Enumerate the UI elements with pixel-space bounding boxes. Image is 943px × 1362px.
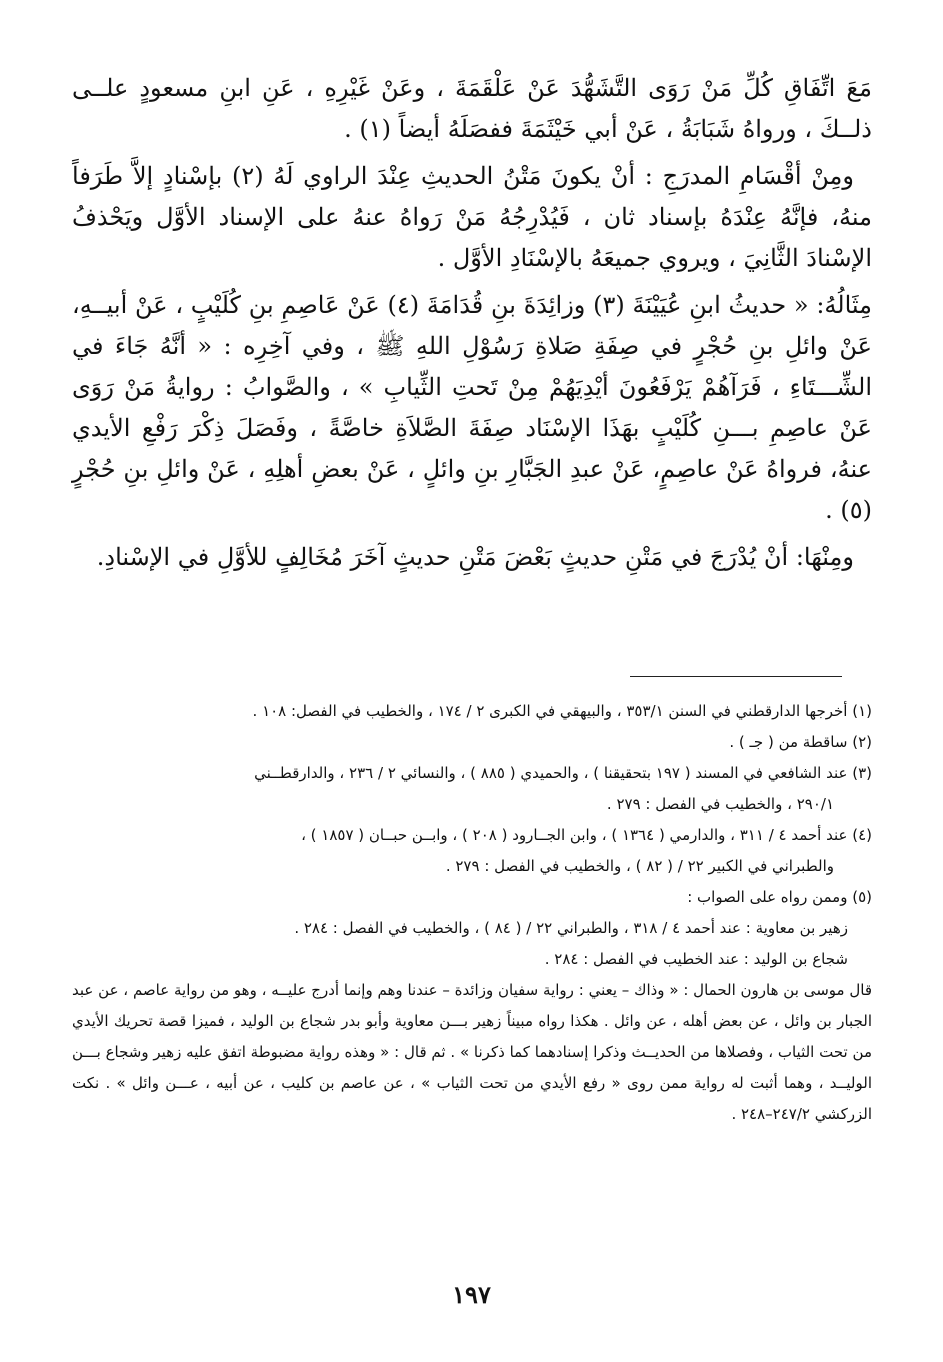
footnote-5-quote: قال موسى بن هارون الحمال : « وذاك – يعني : رواية سفيان وزائدة – عندنا وهم وإنما أدرج عليــه ، وهو من رواية عاصم ، عن عبد الجبار بن وائل ، عن بعض أهله ، عن وائل . هكذا رواه مبيناً زهير بـــن معاوية وأبو بدر شجاع بن الوليد ، فميزا قصة تحريك الأيدي من تحت الثياب ، وفصلاها من الحديــث وذكرا إسنادهما كما ذكرنا » . ثم قال : « وهذه رواية مضبوطة اتفق عليه زهير وشجاع بـــن الوليــد ، وهما أثبت له رواية ممن روى « رفع الأيدي من تحت الثياب » ، عن عاصم بن كليب ، عن أبيه ، عـــن وائل » . نكت الزركشي ٢٤٧/٢–٢٤٨ .: [72, 981, 872, 1123]
footnotes: [72, 696, 872, 1130]
footnote-3: (٣) عند الشافعي في المسند ( ١٩٧ بتحقيقنا ) ، والحميدي ( ٨٨٥ ) ، والنسائي ٢ / ٢٣٦ ، والدارقطــني: [254, 764, 872, 782]
footnote-5-shuja: شجاع بن الوليد : عند الخطيب في الفصل : ٢٨٤ .: [544, 950, 848, 968]
page-number: ١٩٧: [452, 1280, 491, 1309]
paragraph-another-type: ومِنْهَا: أنْ يُدْرَجَ في مَتْنِ حديثٍ بَعْضَ مَتْنِ حديثٍ آخَرَ مُخَالِفٍ للأوَّلِ في الإسْنادِ.: [96, 543, 854, 571]
footnote-2: (٢) ساقطة من ( جـ ) .: [729, 733, 872, 751]
footnote-separator: [630, 676, 842, 677]
paragraph-example: مِثَالُهُ: « حديثُ ابنِ عُيَيْنَةَ (٣) وزائِدَةَ بنِ قُدَامَةَ (٤) عَنْ عَاصِمِ بنِ كُلَيْبٍ ، عَنْ أبيــهِ، عَنْ وائلِ بنِ حُجْرٍ في صِفَةِ صَلاةِ رَسُوْلِ اللهِ ﷺ ، وفي آخِرِه : « أنَّهُ جَاءَ في الشِّـــتَاءِ ، فَرَآهُمْ يَرْفَعُونَ أيْدِيَهُمْ مِنْ تَحتِ الثِّيابِ » ، والصَّوابُ : روايةُ مَنْ رَوَى عَنْ عاصِمِ بـــنِ كُلَيْبٍ بهَذَا الإسْنَاد صِفَةَ الصَّلاَةِ خاصَّةً ، وفَصَلَ ذِكْرَ رَفْعِ الأيدي عنهُ، فرواهُ عَنْ عاصِمٍ، عَنْ عبدِ الجَبَّارِ بنِ وائلٍ ، عَنْ بعضِ أهلِهِ ، عَنْ وائلِ بنِ حُجْرٍ (٥) .: [72, 291, 873, 524]
paragraph-mudraj-types: ومِنْ أقْسَامِ المدرَجِ : أنْ يكونَ مَتْنُ الحديثِ عِنْدَ الراوي لَهُ (٢) بإسْنادٍ إلاَّ طَرَفاً منهُ، فإنَّهُ عِنْدَهُ بإسناد ثان ، فَيُدْرِجُهُ مَنْ رَواهُ عنهُ على الإسناد الأوَّل ويَحْذفُ الإسْنادَ الثَّانِيَ ، ويروي جميعَهُ بالإسْنَادِ الأوَّل .: [72, 162, 872, 272]
footnote-5: (٥) وممن رواه على الصواب :: [687, 888, 872, 906]
main-text: [72, 68, 872, 578]
footnote-1: (١) أخرجها الدارقطني في السنن ٣٥٣/١ ، والبيهقي في الكبرى ٢ / ١٧٤ ، والخطيب في الفصل: ١٠٨ .: [252, 702, 872, 720]
footnote-4-continued: والطبراني في الكبير ٢٢ / ( ٨٢ ) ، والخطيب في الفصل : ٢٧٩ .: [445, 857, 834, 875]
footnote-3-continued: ٢٩٠/١ ، والخطيب في الفصل : ٢٧٩ .: [606, 795, 834, 813]
footnote-4: (٤) عند أحمد ٤ / ٣١١ ، والدارمي ( ١٣٦٤ ) ، وابن الجــارود ( ٢٠٨ ) ، وابــن حبــان ( ١٨٥٧ ) ،: [301, 826, 872, 844]
footnote-5-zuhair: زهير بن معاوية : عند أحمد ٤ / ٣١٨ ، والطبراني ٢٢ / ( ٨٤ ) ، والخطيب في الفصل : ٢٨٤ .: [294, 919, 848, 937]
paragraph-continuation: مَعَ اتِّفَاقِ كُلِّ مَنْ رَوَى التَّشَهُّدَ عَنْ عَلْقَمَةَ ، وعَنْ غَيْرِهِ ، عَنِ ابنِ مسعودٍ علــى ذلــكَ ، ورواهُ شَبَابَةُ ، عَنْ أبي خَيْثَمَةَ ففصَلَهُ أيضاً (١) .: [72, 74, 872, 143]
